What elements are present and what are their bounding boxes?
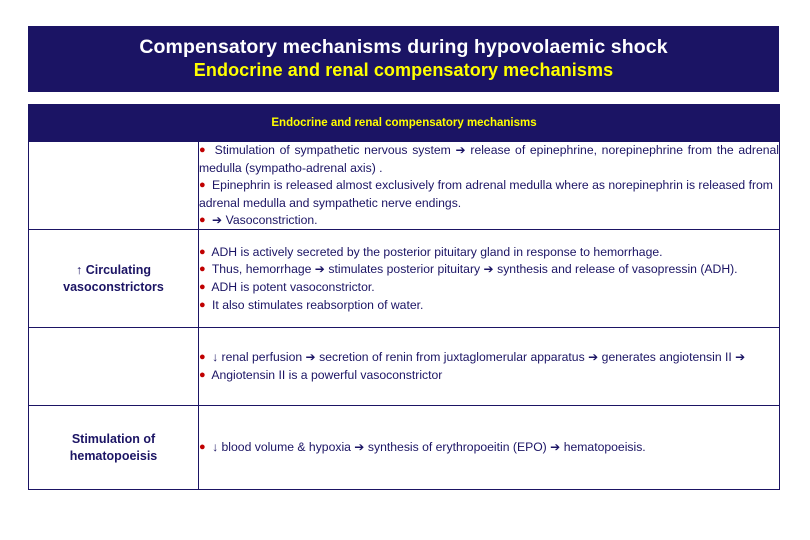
row-4-line-1: ● ↓ blood volume & hypoxia ➔ synthesis of erythropoeitin (EPO) ➔ hematopoeisis. bbox=[199, 440, 646, 455]
row-1-line-1: ● Stimulation of sympathetic nervous system ➔ release of epinephrine, norepinephrine from the adrenal medulla (sympatho-adrenal axis) . bbox=[199, 143, 780, 175]
bullet-icon: ● bbox=[199, 351, 206, 364]
bullet-icon: ● bbox=[199, 178, 206, 191]
table-row bbox=[29, 406, 780, 490]
slide-title-secondary: Endocrine and renal compensatory mechanisms bbox=[193, 60, 614, 81]
table-header-banner bbox=[29, 105, 779, 141]
row-content-2 bbox=[199, 230, 780, 328]
bullet-icon: ● bbox=[199, 263, 206, 276]
row-1-line-3: ● ➔ Vasoconstriction. bbox=[199, 212, 318, 227]
row-label-2: ↑ Circulating vasoconstrictors bbox=[29, 230, 199, 328]
bullet-icon: ● bbox=[199, 298, 206, 311]
table-row bbox=[29, 230, 780, 328]
bullet-icon: ● bbox=[199, 213, 206, 226]
row-1-line-2: ● Epinephrin is released almost exclusively from adrenal medulla where as norepinephrin is released from adrenal medulla and sympathetic nerve endings. bbox=[199, 177, 773, 210]
compensatory-mechanisms-table bbox=[28, 104, 780, 490]
row-2-line-1: ● ADH is actively secreted by the posterior pituitary gland in response to hemorrhage. bbox=[199, 244, 663, 259]
row-label-1 bbox=[29, 142, 199, 230]
bullet-icon: ● bbox=[199, 368, 206, 381]
row-2-line-2: ● Thus, hemorrhage ➔ stimulates posterior pituitary ➔ synthesis and release of vasopressin (ADH). bbox=[199, 262, 738, 277]
row-label-4: Stimulation of hematopoeisis bbox=[29, 406, 199, 490]
table-header-row bbox=[29, 105, 780, 142]
row-label-3 bbox=[29, 328, 199, 406]
bullet-icon: ● bbox=[199, 144, 207, 156]
table-header-label: Endocrine and renal compensatory mechanisms bbox=[271, 117, 537, 129]
title-banner bbox=[28, 26, 779, 92]
row-3-line-2: ● Angiotensin II is a powerful vasoconstrictor bbox=[199, 367, 443, 382]
row-content-4 bbox=[199, 406, 780, 490]
bullet-icon: ● bbox=[199, 280, 206, 293]
table-row bbox=[29, 328, 780, 406]
row-3-line-1: ● ↓ renal perfusion ➔ secretion of renin from juxtaglomerular apparatus ➔ generates angiotensin II ➔ bbox=[199, 350, 746, 365]
row-content-1 bbox=[199, 142, 780, 230]
bullet-icon: ● bbox=[199, 245, 206, 258]
bullet-icon: ● bbox=[199, 441, 206, 454]
row-2-line-3: ● ADH is potent vasoconstrictor. bbox=[199, 279, 375, 294]
slide-title-primary: Compensatory mechanisms during hypovolaemic shock bbox=[139, 36, 668, 59]
table-row bbox=[29, 142, 780, 230]
content-table-wrapper bbox=[28, 104, 779, 490]
table-header-cell bbox=[29, 105, 780, 142]
row-content-3 bbox=[199, 328, 780, 406]
row-2-line-4: ● It also stimulates reabsorption of water. bbox=[199, 297, 424, 312]
